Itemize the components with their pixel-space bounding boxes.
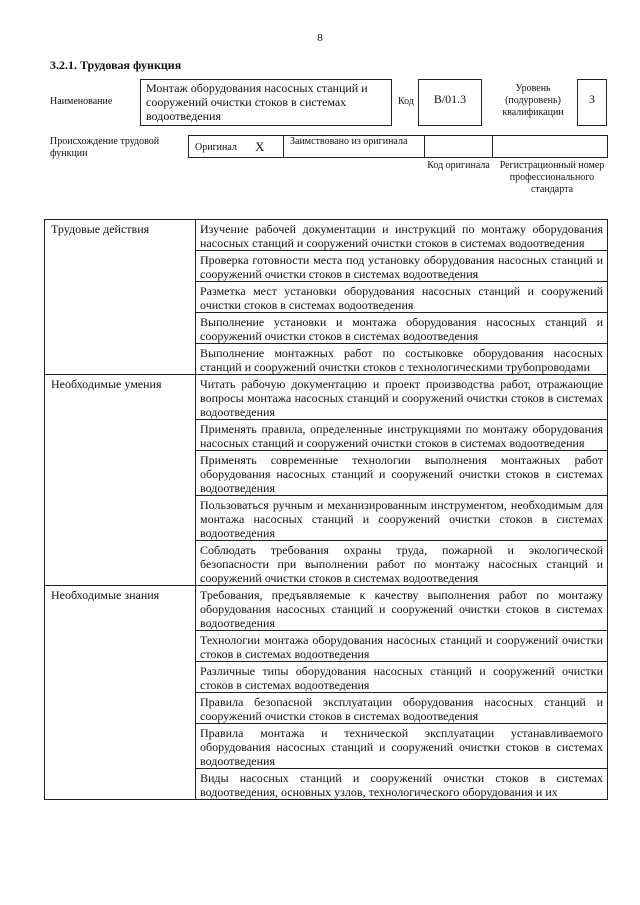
table-cell: Разметка мест установки оборудования насосных станций и сооружений очистки стоков в системах водоотведения <box>196 282 608 313</box>
table-cell: Правила безопасной эксплуатации оборудования насосных станций и сооружений очистки стоков в системах водоотведения <box>196 693 608 724</box>
table-cell: Технологии монтажа оборудования насосных станций и сооружений очистки стоков в системах водоотведения <box>196 631 608 662</box>
page-number: 8 <box>317 32 323 44</box>
table-cell: Читать рабочую документацию и проект производства работ, отражающие вопросы монтажа насосных станций и сооружений очистки стоков в системах водоотведения <box>196 375 608 420</box>
function-name-box <box>140 79 392 126</box>
table-cell: Пользоваться ручным и механизированным инструментом, необходимым для монтажа насосных станций и сооружений очистки стоков в системах водоотведения <box>196 496 608 541</box>
table-cell: Выполнение монтажных работ по состыковке оборудования насосных станций и сооружений очистки стоков с технологическими трубопроводами <box>196 344 608 375</box>
labor-function-table <box>44 219 608 800</box>
level-label: Уровень (подуровень) квалификации <box>502 83 564 118</box>
level-value: 3 <box>589 92 595 106</box>
origin-label: Происхождение трудовой функции <box>50 136 160 159</box>
table-cell: Применять современные технологии выполнения монтажных работ оборудования насосных станций и сооружений очистки стоков в системах водоотведения <box>196 451 608 496</box>
level-box <box>577 79 607 126</box>
table-row <box>45 375 608 420</box>
section-title-labor-actions: Трудовые действия <box>45 220 196 375</box>
table-cell: Различные типы оборудования насосных станций и сооружений очистки стоков в системах водоотведения <box>196 662 608 693</box>
code-original-cell <box>424 135 493 158</box>
table-cell: Проверка готовности места под установку оборудования насосных станций и сооружений очистки стоков в системах водоотведения <box>196 251 608 282</box>
table-cell: Выполнение установки и монтажа оборудования насосных станций и сооружений очистки стоков в системах водоотведения <box>196 313 608 344</box>
table-cell: Виды насосных станций и сооружений очистки стоков в системах водоотведения, основных узлов, технологического оборудования и их <box>196 769 608 800</box>
code-box <box>418 79 482 126</box>
borrowed-label: Заимствовано из оригинала <box>290 136 408 147</box>
reg-number-cell <box>492 135 608 158</box>
code-value: B/01.3 <box>433 92 467 106</box>
table-cell: Применять правила, определенные инструкциями по монтажу оборудования насосных станций и сооружений очистки стоков в системах водоотведения <box>196 420 608 451</box>
original-cell <box>188 135 284 158</box>
code-label: Код <box>398 96 414 107</box>
table-cell: Изучение рабочей документации и инструкций по монтажу оборудования насосных станций и сооружений очистки стоков в системах водоотведения <box>196 220 608 251</box>
section-title: 3.2.1. Трудовая функция <box>50 58 182 72</box>
table-cell: Правила монтажа и технической эксплуатации устанавливаемого оборудования насосных станций и сооружений очистки стоков в системах водоотведения <box>196 724 608 769</box>
name-label: Наименование <box>50 96 113 107</box>
reg-number-label: Регистрационный номер профессионального стандарта <box>499 160 605 195</box>
original-mark: X <box>255 139 265 154</box>
table-cell: Требования, предъявляемые к качеству выполнения работ по монтажу оборудования насосных станций и сооружений очистки стоков в системах водоотведения <box>196 586 608 631</box>
table-row <box>45 220 608 251</box>
section-title-required-knowledge: Необходимые знания <box>45 586 196 800</box>
borrowed-cell <box>283 135 425 158</box>
section-title-required-skills: Необходимые умения <box>45 375 196 586</box>
code-original-label: Код оригинала <box>427 160 490 171</box>
original-label: Оригинал <box>195 142 237 153</box>
table-cell: Соблюдать требования охраны труда, пожарной и экологической безопасности при выполнении работ по монтажу насосных станций и сооружений очистки стоков в системах водоотведения <box>196 541 608 586</box>
function-name-value: Монтаж оборудования насосных станций и сооружений очистки стоков в системах водоотведения <box>146 81 368 123</box>
table-row <box>45 586 608 631</box>
